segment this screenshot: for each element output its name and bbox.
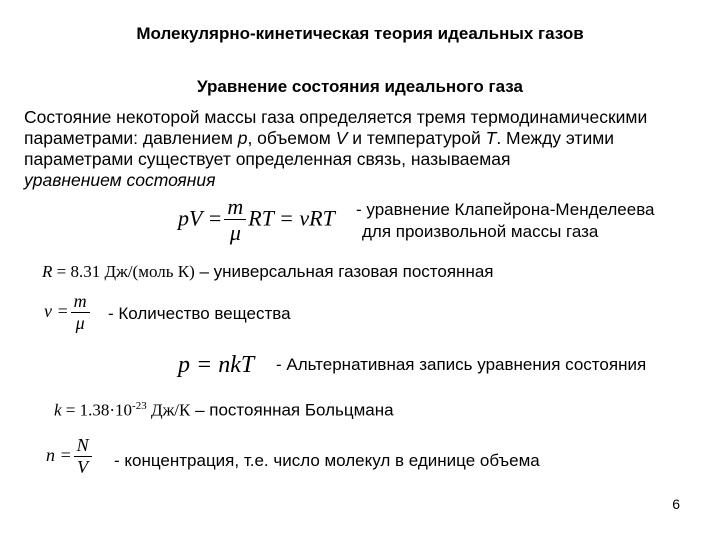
clapeyron-note-1: - уравнение Клапейрона-Менделеева bbox=[356, 200, 655, 219]
page-title: Молекулярно-кинетическая теория идеальных газов bbox=[136, 24, 584, 43]
intro-paragraph bbox=[24, 107, 647, 191]
concentration-formula: n = $\frac{N}{V}$ bbox=[46, 436, 94, 477]
clapeyron-formula: pV = $\frac{m}{\mu}$ RT = νRT bbox=[178, 194, 335, 246]
section-subtitle: Уравнение состояния идеального газа bbox=[197, 77, 523, 96]
concentration-note: - концентрация, т.е. число молекул в единице объема bbox=[114, 451, 540, 470]
gas-constant-line: R = 8.31 Дж/(моль К) – универсальная газовая постоянная bbox=[42, 262, 494, 281]
clapeyron-note-2: для произвольной массы газа bbox=[362, 222, 599, 241]
amount-note: - Количество вещества bbox=[108, 304, 291, 323]
intro-line-3: параметрами существует определенная связь, называемая bbox=[24, 149, 511, 169]
intro-line-2: параметрами: давлением p, объемом V и температурой T. Между этими bbox=[24, 128, 615, 148]
intro-line-4: уравнением состояния bbox=[24, 170, 216, 190]
intro-line-1: Состояние некоторой массы газа определяется тремя термодинамическими bbox=[24, 107, 648, 127]
boltzmann-line: $k = 1.38\cdot 10^{-23}$ Дж/К – постоянная Больцмана bbox=[54, 400, 394, 420]
page-number: 6 bbox=[672, 496, 680, 512]
alt-note: - Альтернативная запись уравнения состояния bbox=[276, 355, 647, 374]
alt-formula: p = nkT bbox=[178, 352, 255, 378]
amount-formula: ν = $\frac{m}{\mu}$ bbox=[44, 292, 92, 333]
